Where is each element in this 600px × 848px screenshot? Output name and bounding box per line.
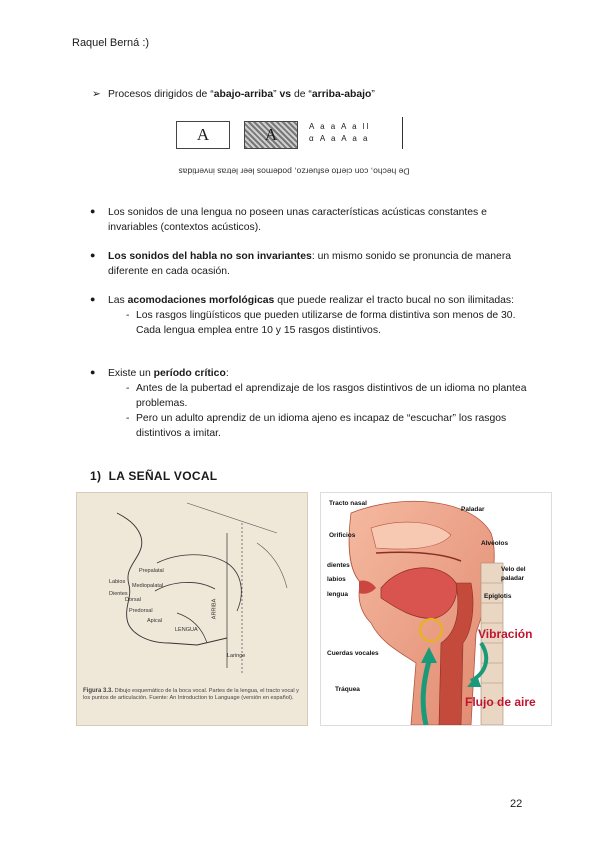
arrow-bold-3: arriba-abajo bbox=[311, 89, 372, 100]
label-flujo-de-aire: Flujo de aire bbox=[465, 695, 536, 709]
arrow-bullet-icon: ➢ bbox=[92, 89, 101, 100]
arrow-list-item bbox=[92, 87, 375, 102]
vocal-tract-sketch-figure bbox=[76, 492, 308, 726]
dash-bullet: - bbox=[126, 413, 130, 425]
bullet-text bbox=[108, 249, 530, 279]
label-vibracion: Vibración bbox=[478, 627, 533, 641]
bullet-pre: Existe un bbox=[108, 368, 154, 379]
illusion-figure bbox=[164, 107, 424, 183]
letter-variants bbox=[309, 121, 399, 147]
arrow-text-mid2: de “ bbox=[291, 89, 312, 100]
letter-box-noisy: A bbox=[244, 121, 298, 149]
sketch-label: Mediopalatal bbox=[132, 583, 164, 589]
mirrored-caption: De hecho, con cierto esfuerzo, podemos leer letras invertidas bbox=[178, 166, 410, 177]
sub-item-text: Los rasgos lingüísticos que pueden utilizarse de forma distintiva son menos de 30. Cada lengua emplea entre 10 y 15 rasgos distintivos. bbox=[136, 310, 516, 337]
letter-box-plain: A bbox=[176, 121, 230, 149]
label-cuerdas: Cuerdas vocales bbox=[327, 650, 379, 657]
bullet-item bbox=[90, 249, 530, 279]
divider bbox=[402, 117, 403, 149]
bullet-dot-icon: ● bbox=[90, 367, 96, 377]
bullet-bold: Los sonidos del habla no son invariantes bbox=[108, 251, 312, 262]
label-labios: labios bbox=[327, 576, 346, 583]
bullet-item bbox=[90, 205, 530, 235]
label-traquea: Tráquea bbox=[335, 686, 360, 693]
label-epiglotis: Epiglotis bbox=[484, 593, 512, 600]
bullet-item bbox=[90, 293, 530, 338]
label-lengua: lengua bbox=[327, 591, 348, 598]
bullet-item bbox=[90, 366, 530, 441]
sub-item-text: Pero un adulto aprendiz de un idioma ajeno es incapaz de “escuchar” los rasgos distintivos a imitar. bbox=[136, 413, 507, 440]
arrow-bold-2: vs bbox=[279, 89, 292, 100]
arrow-bold-1: abajo-arriba bbox=[213, 89, 274, 100]
bullet-rest: : un mismo sonido se pronuncia de manera diferente en cada ocasión. bbox=[108, 251, 512, 278]
sketch-label: Prepalatal bbox=[139, 568, 164, 574]
letter-variants-row-2: α A a A a a bbox=[309, 134, 370, 143]
figure-caption bbox=[83, 688, 301, 702]
caption-text: Dibujo esquemático de la boca vocal. Partes de la lengua, el tracto vocal y los puntos de articulación. Fuente: An Introduction to Language (versión en español). bbox=[83, 688, 299, 701]
label-tracto-nasal: Tracto nasal bbox=[329, 500, 367, 507]
arrow-text-mid1: ” bbox=[273, 89, 280, 100]
section-heading bbox=[90, 468, 217, 485]
arrow-text-post: ” bbox=[371, 89, 375, 100]
bullet-bold: período crítico bbox=[153, 368, 226, 379]
sketch-label: Dientes bbox=[109, 591, 128, 597]
label-dientes: dientes bbox=[327, 562, 350, 569]
arrow-text-pre: Procesos dirigidos de “ bbox=[108, 89, 214, 100]
sketch-label: Labios bbox=[109, 579, 126, 585]
bullet-dot-icon: ● bbox=[90, 206, 96, 216]
header-author: Raquel Berná :) bbox=[72, 37, 150, 49]
bullet-pre: Las bbox=[108, 295, 128, 306]
letter-variants-row-1: A a a A a ll bbox=[309, 122, 371, 131]
bullet-text bbox=[108, 293, 530, 308]
sub-item-text: Antes de la pubertad el aprendizaje de los rasgos distintivos de un idioma no plantea problemas. bbox=[136, 383, 527, 410]
bullet-rest: : bbox=[225, 368, 229, 379]
label-velo: Velo del paladar bbox=[501, 566, 526, 583]
sketch-label: LENGUA bbox=[175, 627, 198, 633]
sub-item bbox=[108, 411, 530, 441]
dash-bullet: - bbox=[126, 310, 130, 322]
bullet-text: Los sonidos de una lengua no poseen unas características acústicas constantes e invariables (contextos acústicos). bbox=[108, 207, 487, 234]
label-orificios: Orificios bbox=[329, 532, 356, 539]
sketch-label: Apical bbox=[147, 618, 162, 624]
caption-title: Figura 3.3. bbox=[83, 688, 114, 694]
bullet-bold: acomodaciones morfológicas bbox=[127, 295, 275, 306]
vocal-anatomy-figure bbox=[320, 492, 552, 726]
sub-item bbox=[108, 308, 530, 338]
section-title: LA SEÑAL VOCAL bbox=[108, 469, 218, 483]
label-paladar: Paladar bbox=[461, 506, 485, 513]
page-number: 22 bbox=[510, 798, 523, 810]
sketch-label: Laringe bbox=[227, 653, 246, 659]
sub-item bbox=[108, 381, 530, 411]
dash-bullet: - bbox=[126, 383, 130, 395]
bullet-text bbox=[108, 366, 530, 381]
bullet-dot-icon: ● bbox=[90, 294, 96, 304]
sketch-label: Predorsal bbox=[129, 608, 153, 614]
sketch-label: Dorsal bbox=[125, 597, 141, 603]
label-alveolos: Alvéolos bbox=[481, 540, 509, 547]
sketch-label: ARRIBA bbox=[211, 598, 218, 620]
bullet-dot-icon: ● bbox=[90, 250, 96, 260]
section-number: 1) bbox=[90, 469, 102, 483]
bullet-rest: que puede realizar el tracto bucal no son ilimitadas: bbox=[274, 295, 515, 306]
